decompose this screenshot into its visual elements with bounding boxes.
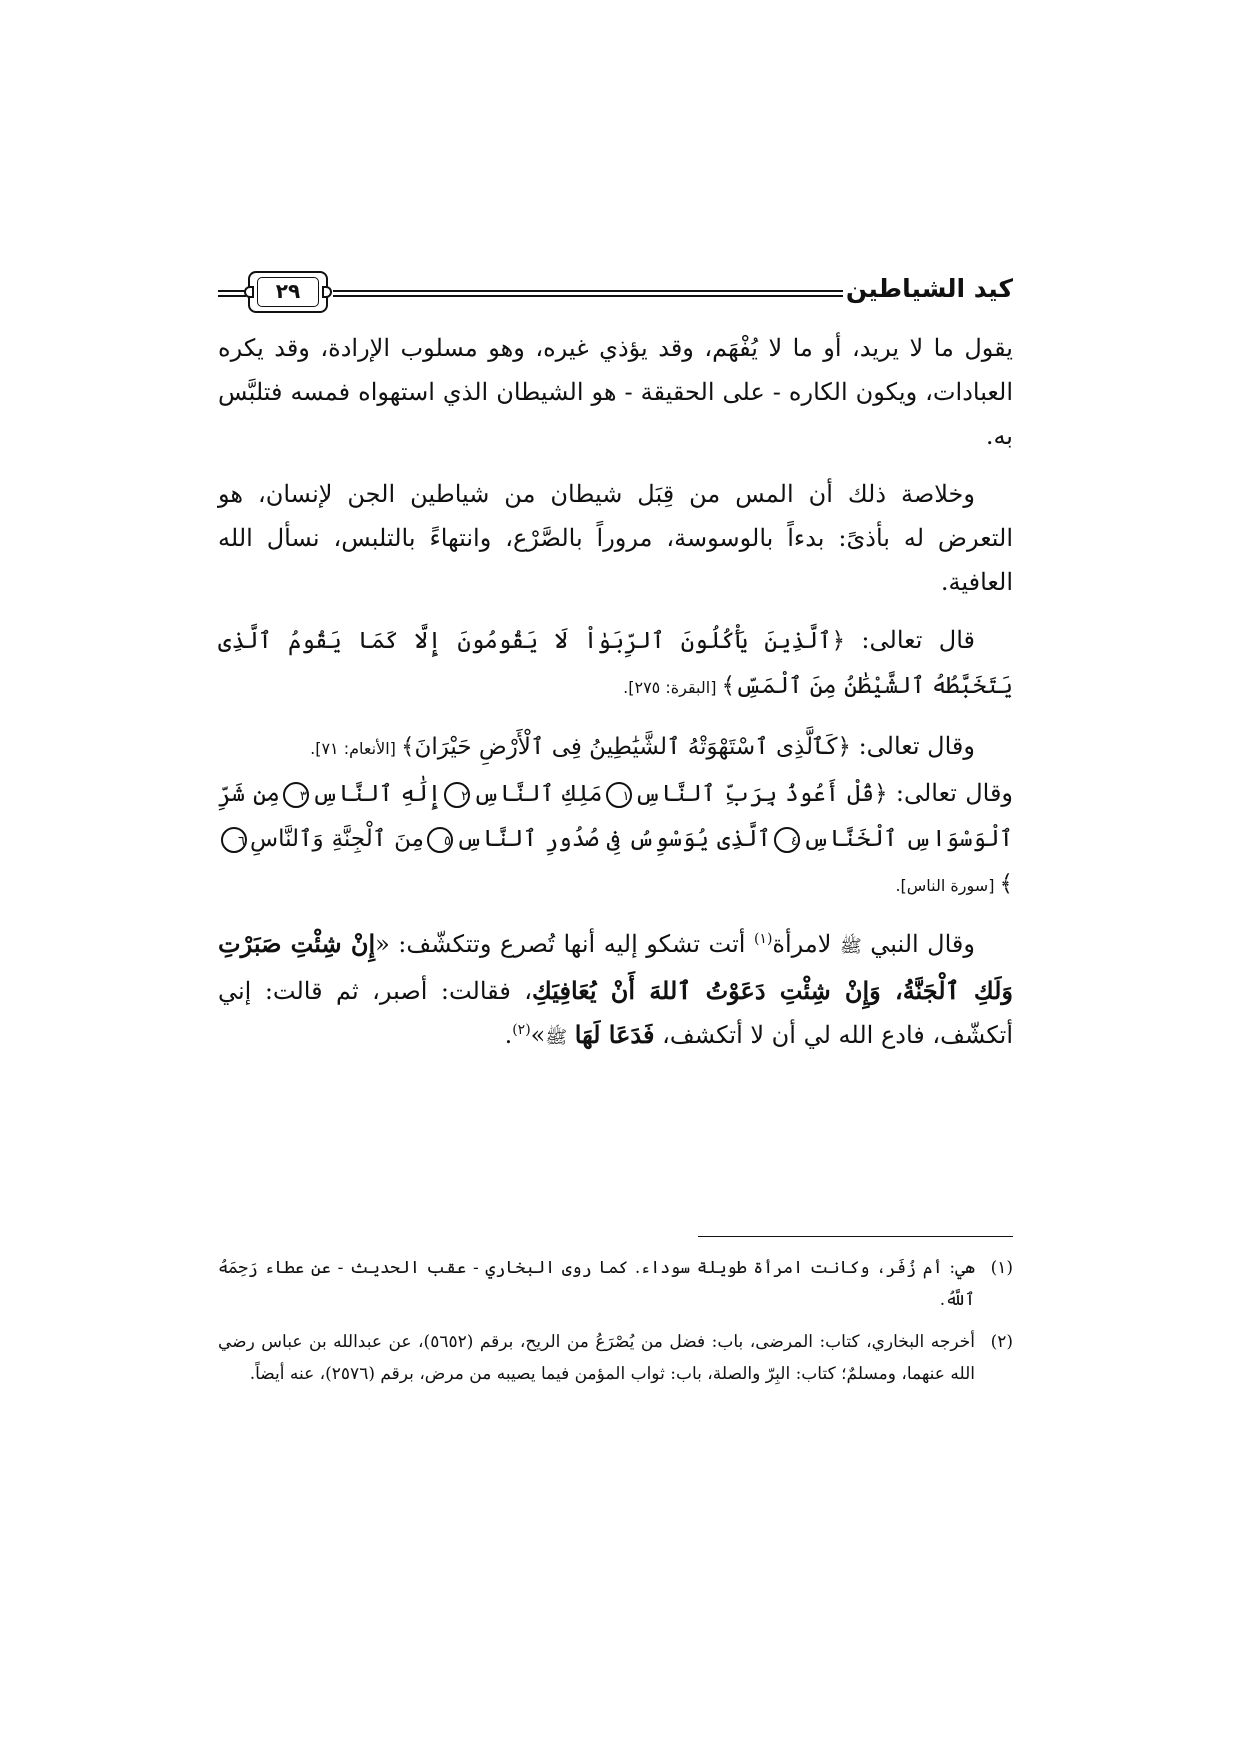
ayah-text: ﴿قُلْ أَعُوذُ بِرَبِّ ٱلنَّاسِ — [634, 781, 888, 807]
ayah-number-marker: ٦ — [221, 827, 247, 853]
sentence-end: . — [504, 1021, 513, 1049]
paragraph-2: وخلاصة ذلك أن المس من قِبَل شيطان من شياطين الجن لإنسان، هو التعرض له بأذىً: بدءاً بالوسوسة، مروراً بالصَّرْع، وانتهاءً بالتلبس، نسأل الله العافية. — [218, 480, 1013, 596]
footnote-separator — [698, 1236, 1013, 1237]
footnote-2 — [218, 1326, 1013, 1390]
hadith-quote: فَدَعَا لَهَا — [574, 1020, 655, 1049]
footnote-ref-1[interactable]: (١) — [753, 931, 773, 947]
paragraph-4 — [218, 724, 1013, 771]
paragraph-5 — [218, 771, 1013, 908]
ayah-number-marker: ٢ — [444, 782, 470, 808]
quran-close-bracket: ﴾ — [999, 871, 1013, 897]
footnote-number: (١) — [990, 1258, 1013, 1278]
hadith-text: ، فقالت: أصبر، ثم قالت: إني أتكشّف، فادع الله لي أن لا أتكشف، — [218, 977, 1013, 1049]
hadith-intro: وقال النبي — [861, 930, 975, 958]
footnote-text: هي: أم زُفَر، وكانت امرأة طويلة سوداء. كما روى البخاري - عقب الحديث - عن عطاء رَحِمَهُ ٱللَّهُ. — [218, 1258, 975, 1310]
ayah-number-marker: ١ — [606, 782, 632, 808]
ayah-number-marker: ٥ — [427, 827, 453, 853]
ayah-text: ٱلَّذِى يُوَسْوِسُ فِى صُدُورِ ٱلنَّاسِ — [455, 826, 771, 852]
verse-intro: قال تعالى: — [845, 626, 975, 654]
ayah-text: مِن شَرِّ ٱلْوَسْوَاسِ ٱلْخَنَّاسِ — [218, 781, 1013, 852]
salawat-glyph: ﷺ — [839, 936, 862, 957]
ayah-text: إِلَٰهِ ٱلنَّاسِ — [311, 781, 442, 807]
quran-verse-baqarah: ﴿ٱلَّذِينَ يَأْكُلُونَ ٱلرِّبَوٰاْ لَا يَقُومُونَ إِلَّا كَمَا يَقُومُ ٱلَّذِى يَتَخَبَّطُهُ ٱلشَّيْطَٰنُ مِنَ ٱلْمَسِّ﴾ — [218, 628, 1013, 699]
paragraph-1: يقول ما لا يريد، أو ما لا يُفْهَم، وقد يؤذي غيره، وهو مسلوب الإرادة، وقد يكره العبادات، ويكون الكاره - على الحقيقة - هو الشيطان الذي استهواه فمسه فتلبَّس به. — [218, 334, 1013, 450]
header-rule — [333, 290, 843, 297]
verse-reference: [الأنعام: ٧١]. — [310, 739, 401, 758]
paragraph-6 — [218, 922, 1013, 1060]
page-number: ٢٩ — [275, 279, 301, 303]
verse-reference: [سورة الناس]. — [895, 876, 1000, 895]
verse-intro: وقال تعالى: — [887, 779, 1014, 807]
ayah-number-marker: ٣ — [283, 782, 309, 808]
ayah-text: مِنَ ٱلْجِنَّةِ وَٱلنَّاسِ — [250, 826, 424, 852]
quran-verse-anam: ﴿كَٱلَّذِى ٱسْتَهْوَتْهُ ٱلشَّيَٰطِينُ فِى ٱلْأَرْضِ حَيْرَانَ﴾ — [400, 734, 851, 760]
footnote-1 — [218, 1252, 1013, 1316]
footnote-number: (٢) — [990, 1332, 1013, 1352]
footnote-text: أخرجه البخاري، كتاب: المرضى، باب: فضل من يُصْرَعُ من الريح، برقم (٥٦٥٢)، عن عبدالله بن عباس رضي الله عنهما، ومسلمٌ؛ كتاب: البِرّ والصلة، باب: ثواب المؤمن فيما يصيبه من مرض، برقم (٢٥٧٦)، عنه أيضاً. — [218, 1332, 975, 1384]
footnote-ref-2[interactable]: (٢) — [512, 1022, 531, 1038]
ayah-number-marker: ٤ — [774, 827, 800, 853]
page-number-badge — [248, 271, 328, 313]
hadith-close-quote: » — [530, 1021, 546, 1049]
salawat-glyph: ﷺ — [545, 1027, 568, 1048]
hadith-quote: إِنْ شِئْتِ صَبَرْتِ وَلَكِ ٱلْجَنَّةُ، وَإِنْ شِئْتِ دَعَوْتُ ٱللهَ أَنْ يُعَافِيَكِ — [218, 929, 1013, 1005]
main-text — [218, 326, 1013, 1074]
ayah-text: مَلِكِ ٱلنَّاسِ — [473, 781, 603, 807]
footnotes — [218, 1252, 1013, 1400]
verse-reference: [البقرة: ٢٧٥]. — [623, 678, 722, 697]
book-title: كيد الشياطين — [845, 274, 1013, 303]
hadith-text: لامرأة — [772, 930, 840, 958]
running-header — [218, 268, 1013, 324]
hadith-text: أتت تشكو إليه أنها تُصرع وتتكشّف: « — [375, 930, 754, 958]
paragraph-3 — [218, 618, 1013, 710]
verse-intro: وقال تعالى: — [850, 732, 975, 760]
header-rule-end — [218, 290, 246, 297]
